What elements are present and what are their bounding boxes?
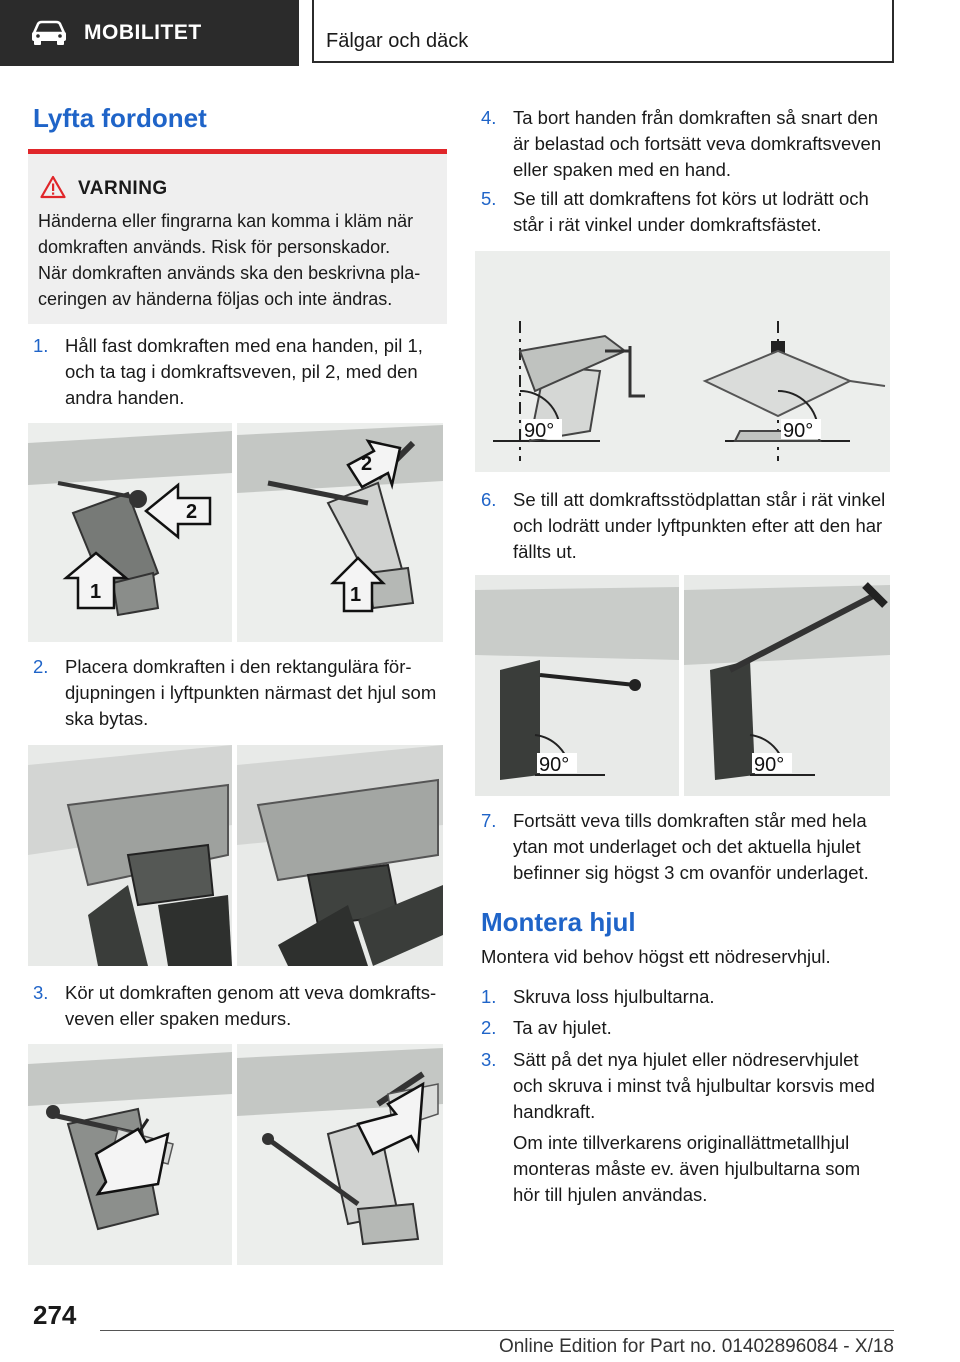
arrow-label-2: 2 (186, 501, 198, 523)
arrow-label-1: 1 (90, 581, 102, 603)
note-line: Om inte tillverkarens originallättmetallhjul (513, 1132, 850, 1153)
step-line: djupningen i lyftpunkten närmast det hjul som (65, 682, 437, 703)
step-number: 4. (481, 107, 497, 128)
step-text (513, 186, 869, 238)
warning-line: ceringen av händerna följas och inte ändras. (38, 289, 393, 309)
list-item (481, 808, 901, 888)
step-line: Sätt på det nya hjulet eller nödreservhjulet (513, 1049, 859, 1070)
step-line: och skruva i minst två hjulbultar korsvis med (513, 1075, 875, 1096)
step-number: 1. (33, 335, 49, 356)
step-number: 6. (481, 489, 497, 510)
step-line: Kör ut domkraften genom att veva domkrafts- (65, 982, 437, 1003)
step-line: och ta tag i domkraftsveven, pil 2, med den (65, 361, 418, 382)
section-intro: Montera vid behov högst ett nödreservhjul. (481, 946, 831, 967)
footer-edition: Online Edition for Part no. 01402896084 - X/18 (498, 1336, 894, 1357)
page-number: 274 (33, 1300, 77, 1330)
step-text (513, 105, 881, 183)
step-line: och lodrätt under lyftpunkten efter att den har (513, 515, 883, 536)
step-line: ytan mot underlaget och det aktuella hjulet (513, 836, 861, 857)
figure-hold-jack (28, 423, 443, 642)
step-note (513, 1130, 913, 1208)
header-section-tab (0, 0, 299, 66)
step-number: 5. (481, 188, 497, 209)
arrow-label-2b: 2 (361, 453, 373, 475)
step-text (513, 1047, 875, 1125)
step-line: Ta bort handen från domkraften så snart den (513, 107, 879, 128)
step-number: 2. (33, 656, 49, 677)
step-text (513, 808, 869, 886)
step-line: Placera domkraften i den rektangulära för- (65, 656, 412, 677)
warning-line: Händerna eller fingrarna kan komma i kläm när (38, 211, 414, 231)
angle-label: 90° (539, 754, 570, 776)
step-number: 2. (481, 1017, 497, 1038)
footer-divider (100, 1330, 894, 1331)
step-line: står i rät vinkel under domkraftsfästet. (513, 214, 822, 235)
warning-text (38, 208, 442, 312)
step-line: andra handen. (65, 387, 185, 408)
step-line: Se till att domkraftens fot körs ut lodrätt och (513, 188, 869, 209)
note-line: monteras måste ev. även hjulbultarna som (513, 1158, 861, 1179)
angle-label: 90° (754, 754, 785, 776)
step-line: är belastad och fortsätt veva domkraftsveven (513, 133, 882, 154)
list-item (33, 654, 453, 734)
figure-jack-placement (28, 745, 443, 966)
warning-triangle-icon (40, 175, 66, 199)
figure-jack-vertical (475, 251, 890, 472)
step-line: Håll fast domkraften med ena handen, pil 1, (65, 335, 423, 356)
angle-label: 90° (524, 420, 555, 442)
list-item (481, 1015, 901, 1043)
step-number: 1. (481, 986, 497, 1007)
list-item (481, 186, 901, 242)
step-text: Skruva loss hjulbultarna. (513, 986, 715, 1007)
figure-crank-jack (28, 1044, 443, 1265)
arrow-label-1b: 1 (350, 584, 362, 606)
step-line: befinner sig högst 3 cm ovanför underlaget. (513, 862, 869, 883)
warning-line: domkraften används. Risk för personskador. (38, 237, 391, 257)
warning-box (28, 149, 447, 324)
step-text (65, 980, 436, 1032)
header-chapter-box (312, 0, 894, 63)
warning-title: VARNING (78, 178, 168, 199)
chapter-title: Fälgar och däck (326, 30, 469, 52)
list-item (33, 333, 453, 413)
warning-line: När domkraften används ska den beskrivna pla- (38, 263, 421, 283)
step-line: handkraft. (513, 1101, 596, 1122)
step-text (65, 654, 436, 732)
page-title: Lyfta fordonet (33, 103, 207, 133)
step-line: eller spaken med en hand. (513, 159, 732, 180)
list-item (481, 1047, 901, 1127)
step-line: Se till att domkraftsstödplattan står i rät vinkel (513, 489, 886, 510)
step-number: 3. (481, 1049, 497, 1070)
step-number: 3. (33, 982, 49, 1003)
step-line: ska bytas. (65, 708, 149, 729)
step-line: veven eller spaken medurs. (65, 1008, 292, 1029)
note-line: hör till hjulen användas. (513, 1184, 708, 1205)
list-item (33, 980, 453, 1036)
car-icon (30, 20, 68, 46)
section-title: MOBILITET (84, 21, 202, 44)
step-number: 7. (481, 810, 497, 831)
step-text: Ta av hjulet. (513, 1017, 612, 1038)
figure-support-plate (475, 575, 890, 796)
step-line: Fortsätt veva tills domkraften står med hela (513, 810, 867, 831)
section-heading: Montera hjul (481, 907, 636, 937)
list-item (481, 984, 901, 1012)
list-item (481, 105, 901, 185)
step-text (513, 487, 885, 565)
angle-label: 90° (783, 420, 814, 442)
step-line: fällts ut. (513, 541, 577, 562)
step-text (65, 333, 423, 411)
list-item (481, 487, 921, 567)
